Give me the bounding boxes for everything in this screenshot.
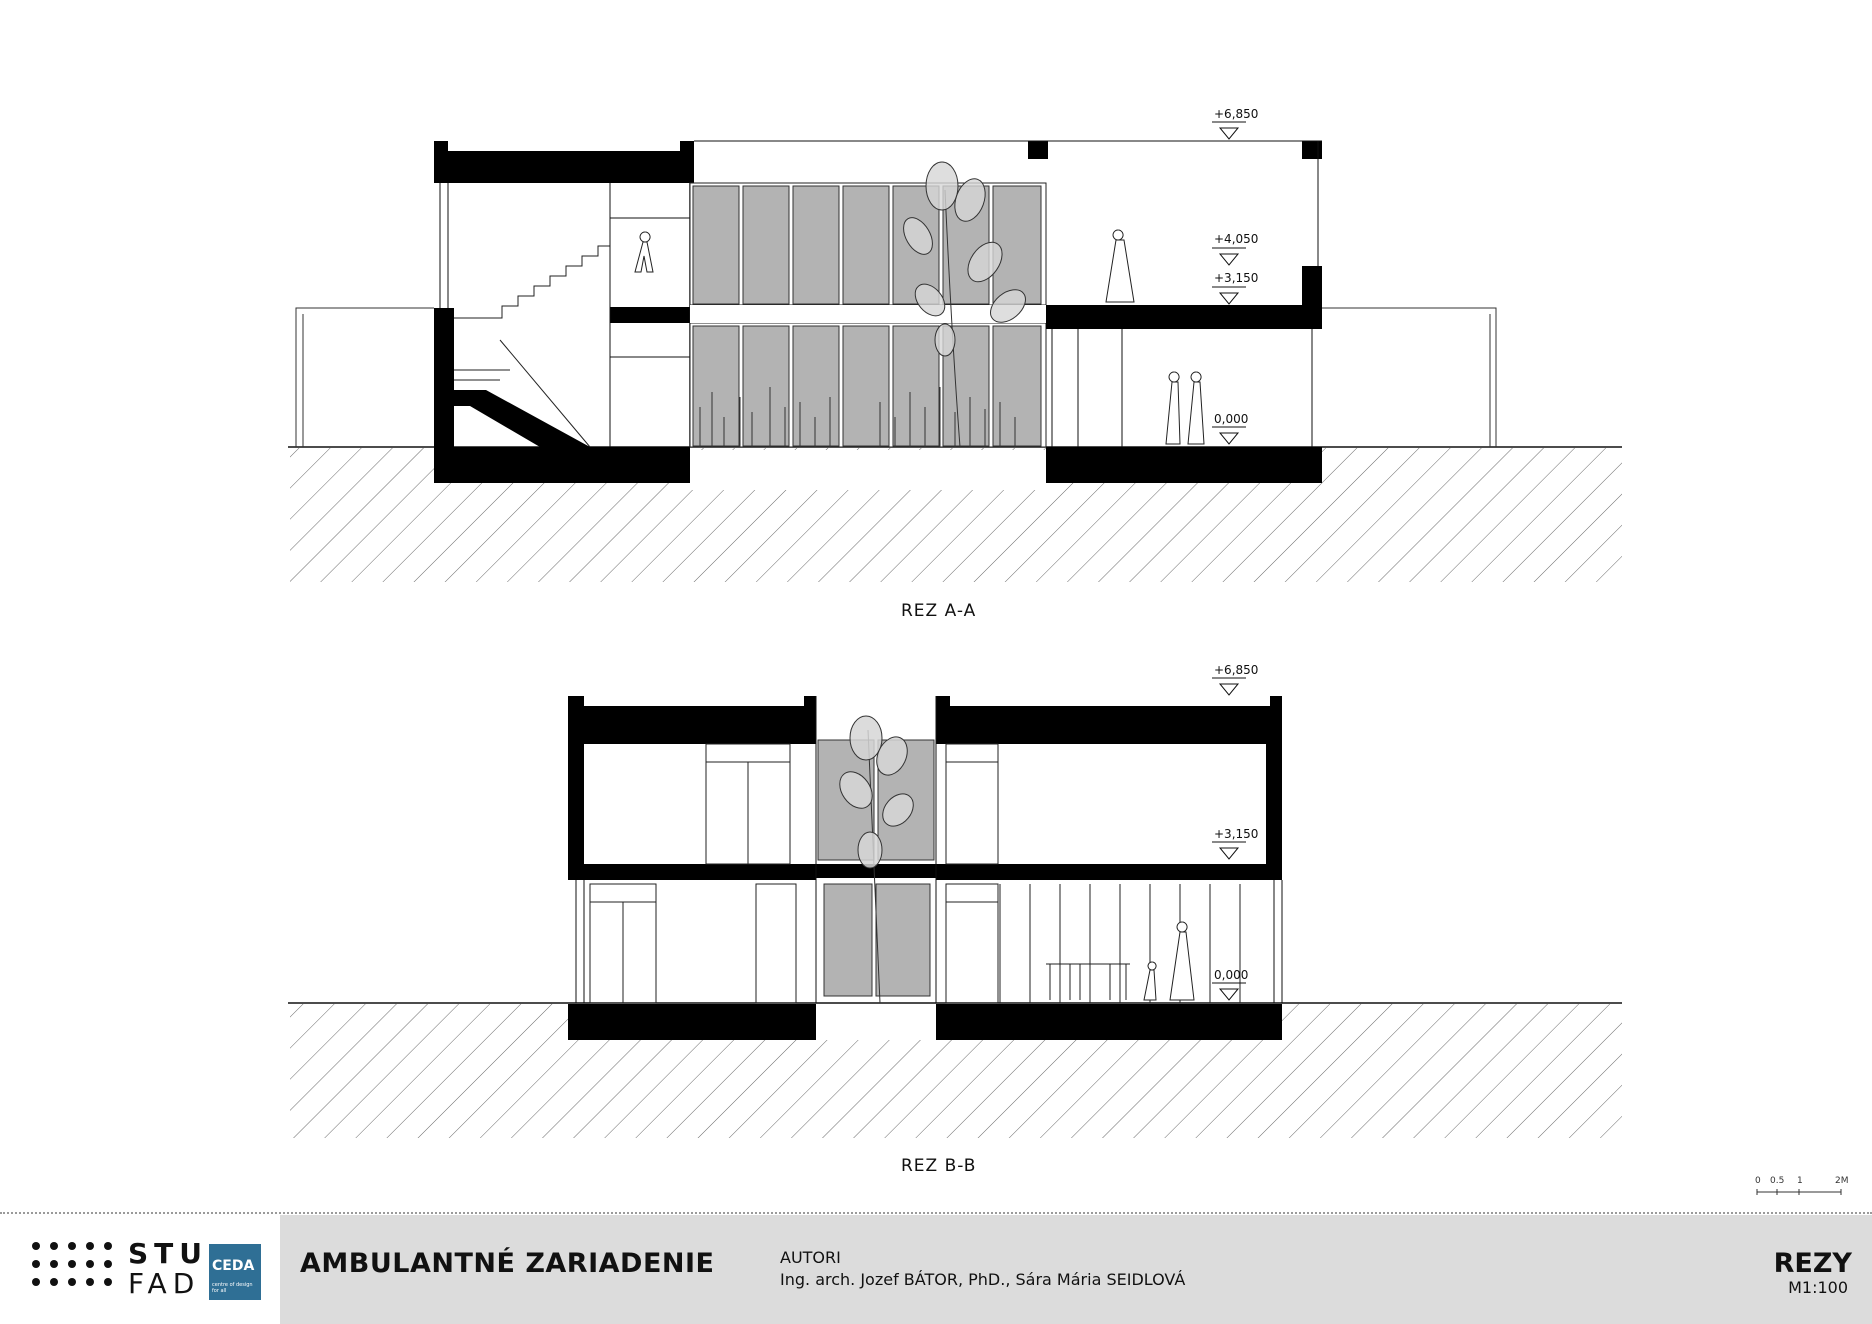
foundation-left-b [568, 1004, 816, 1040]
section-caption-a: REZ A-A [901, 601, 977, 621]
person-figure [1166, 372, 1180, 444]
scale-label: 2M [1835, 1176, 1849, 1186]
foundation-right-a [1046, 447, 1322, 483]
authors-names: Ing. arch. Jozef BÁTOR, PhD., Sára Mária SEIDLOVÁ [780, 1270, 1186, 1289]
stu-fad-logo-dots [32, 1242, 122, 1302]
ceda-logo [209, 1244, 261, 1300]
level-label: +6,850 [1214, 663, 1259, 677]
logo-text-stu: STU [128, 1237, 209, 1270]
scale-bar [1755, 1176, 1855, 1206]
scale-label: 0.5 [1770, 1176, 1785, 1186]
floor-slab-right-b [936, 864, 1282, 880]
level-label: 0,000 [1214, 412, 1249, 426]
title-block [0, 1212, 1872, 1324]
logo-text-fad: FAD [128, 1267, 201, 1300]
stair-upper [454, 246, 610, 318]
title-block-divider [0, 1212, 1872, 1214]
section-caption-b: REZ B-B [901, 1156, 977, 1176]
fence-left [296, 308, 434, 447]
section-a-a [288, 122, 1622, 582]
ceda-logo-name: CEDA [212, 1258, 255, 1274]
stair-lower [454, 390, 590, 447]
wall-left-a [434, 308, 454, 448]
level-label: +3,150 [1214, 271, 1259, 285]
person-figure [1106, 230, 1134, 302]
person-figure [1170, 922, 1194, 1000]
floor-slab-left-a [610, 307, 690, 323]
person-figure [1144, 962, 1156, 1000]
foundation-left-a [434, 447, 690, 483]
sheet-scale: M1:100 [1788, 1278, 1848, 1297]
floor-slab-left-b [568, 864, 816, 880]
level-label: 0,000 [1214, 968, 1249, 982]
foundation-right-b [936, 1004, 1282, 1040]
section-b-b [288, 678, 1622, 1138]
wall-left-b [568, 744, 584, 864]
level-label: +6,850 [1214, 107, 1259, 121]
person-figure [1188, 372, 1204, 444]
roof-block-right-a [1028, 141, 1048, 159]
level-label: +4,050 [1214, 232, 1259, 246]
wall-right-b [1266, 744, 1282, 864]
fence-right [1322, 308, 1496, 447]
parapet-right-a [1302, 266, 1322, 306]
level-label: +3,150 [1214, 827, 1259, 841]
scale-label: 1 [1797, 1176, 1803, 1186]
person-figure [635, 232, 653, 272]
ceda-logo-subtitle: centre of design for all [212, 1282, 253, 1294]
scale-label: 0 [1755, 1176, 1761, 1186]
furniture-b [1046, 964, 1130, 1000]
sheet-title: REZY [1773, 1248, 1852, 1279]
floor-slab-right-a [1046, 305, 1322, 329]
authors-heading: AUTORI [780, 1248, 841, 1267]
project-name: AMBULANTNÉ ZARIADENIE [300, 1248, 715, 1279]
